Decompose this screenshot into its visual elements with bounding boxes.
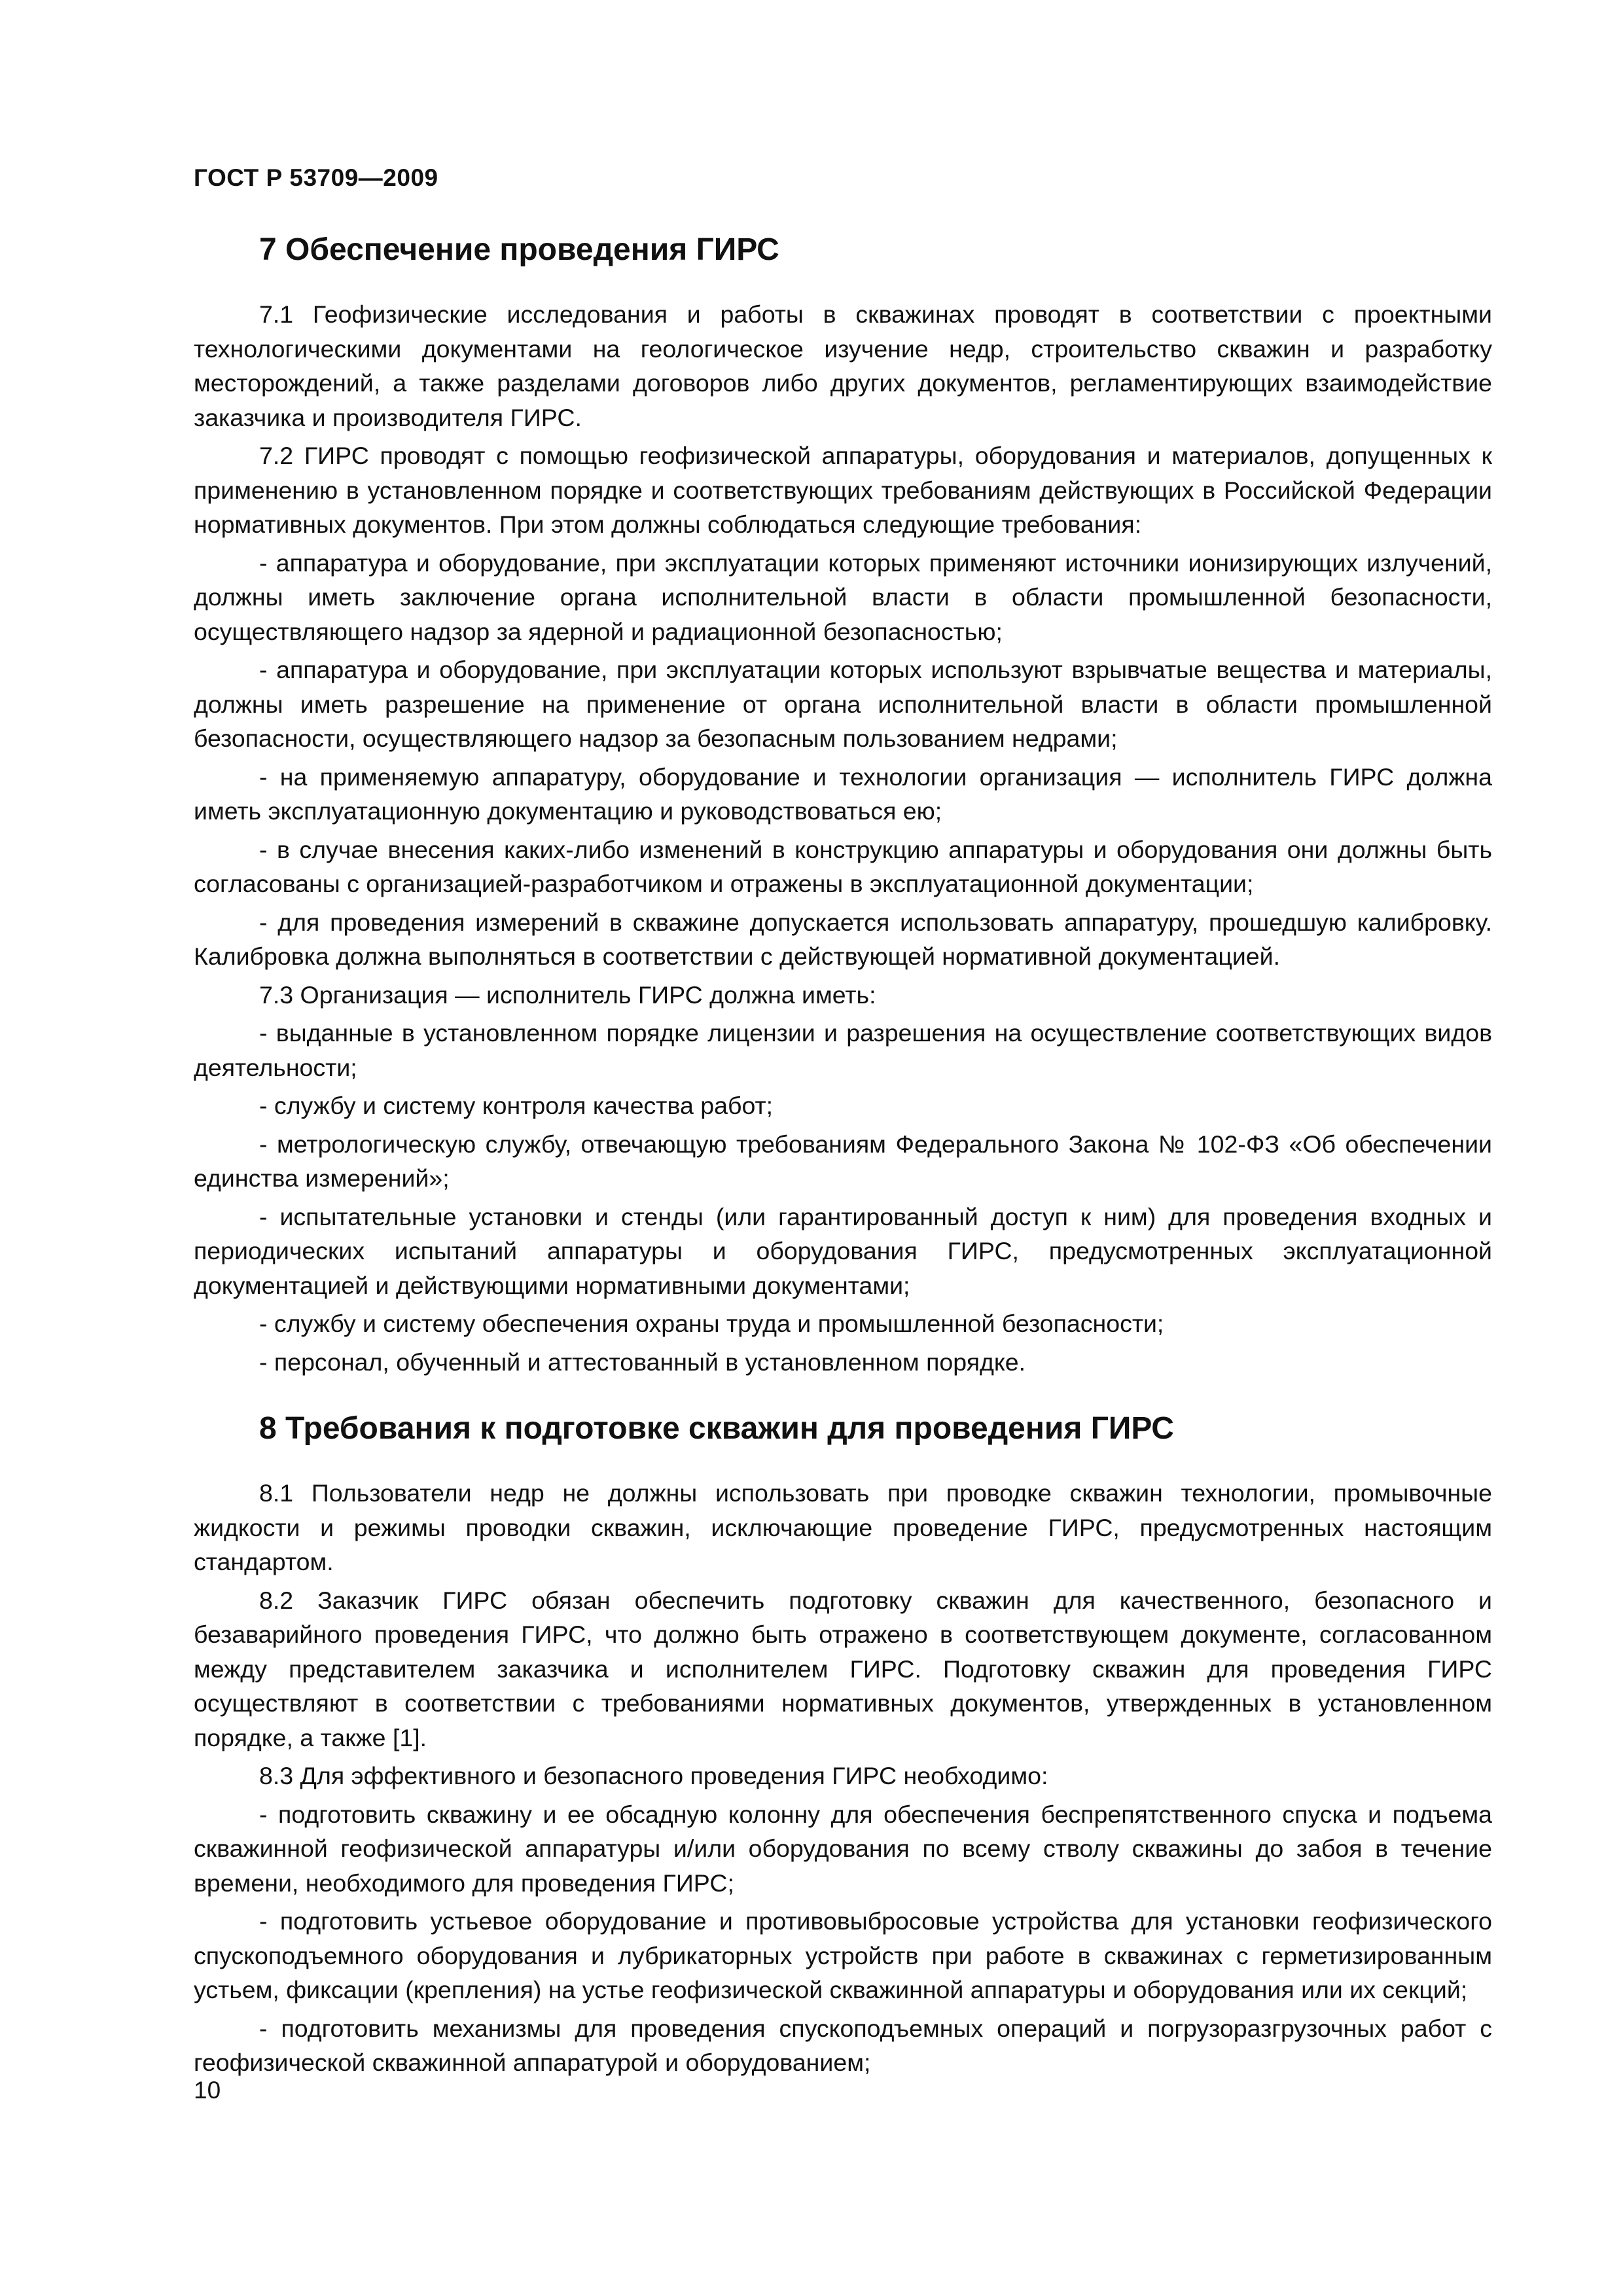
paragraph-7-3: 7.3 Организация — исполнитель ГИРС должна иметь: — [259, 980, 876, 1009]
paragraph-7-2: 7.2 ГИРС проводят с помощью геофизической аппаратуры, оборудования и материалов, допущенных к применению в установленном порядке и соответствующих требованиям действующих в Российской Федерации нормативных документов. При этом должны соблюдаться следующие требования: — [194, 442, 1492, 538]
document-code: ГОСТ Р 53709—2009 — [194, 164, 438, 191]
list-item: - аппаратура и оборудование, при эксплуатации которых используют взрывчатые вещества и материалы, должны иметь разрешение на применение от органа исполнительной власти в области промышленной безопасности, осуществляющего надзор за безопасным пользованием недрами; — [194, 656, 1492, 752]
list-item: - метрологическую службу, отвечающую требованиям Федерального Закона № 102-ФЗ «Об обеспечении единства измерений»; — [194, 1130, 1492, 1192]
section-7-title: 7 Обеспечение проведения ГИРС — [259, 232, 779, 267]
paragraph-8-3: 8.3 Для эффективного и безопасного проведения ГИРС необходимо: — [259, 1762, 1048, 1789]
list-item: - подготовить скважину и ее обсадную колонну для обеспечения беспрепятственного спуска и подъема скважинной геофизической аппаратуры и/или оборудования по всему стволу скважины до забоя в течение времени, необходимого для проведения ГИРС; — [194, 1800, 1492, 1897]
list-item: - подготовить механизмы для проведения спускоподъемных операций и погрузоразгрузочных работ с геофизической скважинной аппаратурой и оборудованием; — [194, 2014, 1492, 2076]
list-item: - службу и систему обеспечения охраны труда и промышленной безопасности; — [259, 1310, 1164, 1337]
list-item: - аппаратура и оборудование, при эксплуатации которых применяют источники ионизирующих излучений, должны иметь заключение органа исполнительной власти в области промышленной безопасности, осуществляющего надзор за ядерной и радиационной безопасностью; — [194, 548, 1492, 645]
list-item: - персонал, обученный и аттестованный в установленном порядке. — [259, 1348, 1026, 1376]
list-item: - для проведения измерений в скважине допускается использовать аппаратуру, прошедшую калибровку. Калибровка должна выполняться в соответствии с действующей нормативной документацией. — [194, 908, 1492, 970]
section-8-title: 8 Требования к подготовке скважин для проведения ГИРС — [259, 1411, 1174, 1446]
paragraph-8-1: 8.1 Пользователи недр не должны использовать при проводке скважин технологии, промывочные жидкости и режимы проводки скважин, исключающие проведение ГИРС, предусмотренных настоящим стандартом. — [194, 1479, 1492, 1575]
list-item: - на применяемую аппаратуру, оборудование и технологии организация — исполнитель ГИРС должна иметь эксплуатационную документацию и руководствоваться ею; — [194, 762, 1492, 825]
list-item: - в случае внесения каких-либо изменений в конструкцию аппаратуры и оборудования они должны быть согласованы с организацией-разработчиком и отражены в эксплуатационной документации; — [194, 835, 1492, 897]
list-item: - испытательные установки и стенды (или гарантированный доступ к ним) для проведения входных и периодических испытаний аппаратуры и оборудования ГИРС, предусмотренных эксплуатационной документацией и действующими нормативными документами; — [194, 1202, 1492, 1299]
list-item: - службу и систему контроля качества работ; — [259, 1092, 774, 1119]
page-number: 10 — [194, 2077, 221, 2104]
paragraph-8-2: 8.2 Заказчик ГИРС обязан обеспечить подготовку скважин для качественного, безопасного и безаварийного проведения ГИРС, что должно быть отражено в соответствующем документе, согласованном между представителем заказчика и исполнителем ГИРС. Подготовку скважин для проведения ГИРС осуществляют в соответствии с требованиями нормативных документов, утвержденных в установленном порядке, а также [1]. — [194, 1586, 1492, 1751]
paragraph-7-1: 7.1 Геофизические исследования и работы в скважинах проводят в соответствии с проектными технологическими документами на геологическое изучение недр, строительство скважин и разработку месторождений, а также разделами договоров либо других документов, регламентирующих взаимодействие заказчика и производителя ГИРС. — [194, 300, 1492, 431]
list-item: - подготовить устьевое оборудование и противовыбросовые устройства для установки геофизического спускоподъемного оборудования и лубрикаторных устройств при работе в скважинах с герметизированным устьем, фиксации (крепления) на устье геофизической скважинной аппаратуры и оборудования или их секций; — [194, 1907, 1492, 2003]
list-item: - выданные в установленном порядке лицензии и разрешения на осуществление соответствующих видов деятельности; — [194, 1019, 1492, 1081]
page-content — [194, 230, 1492, 2084]
